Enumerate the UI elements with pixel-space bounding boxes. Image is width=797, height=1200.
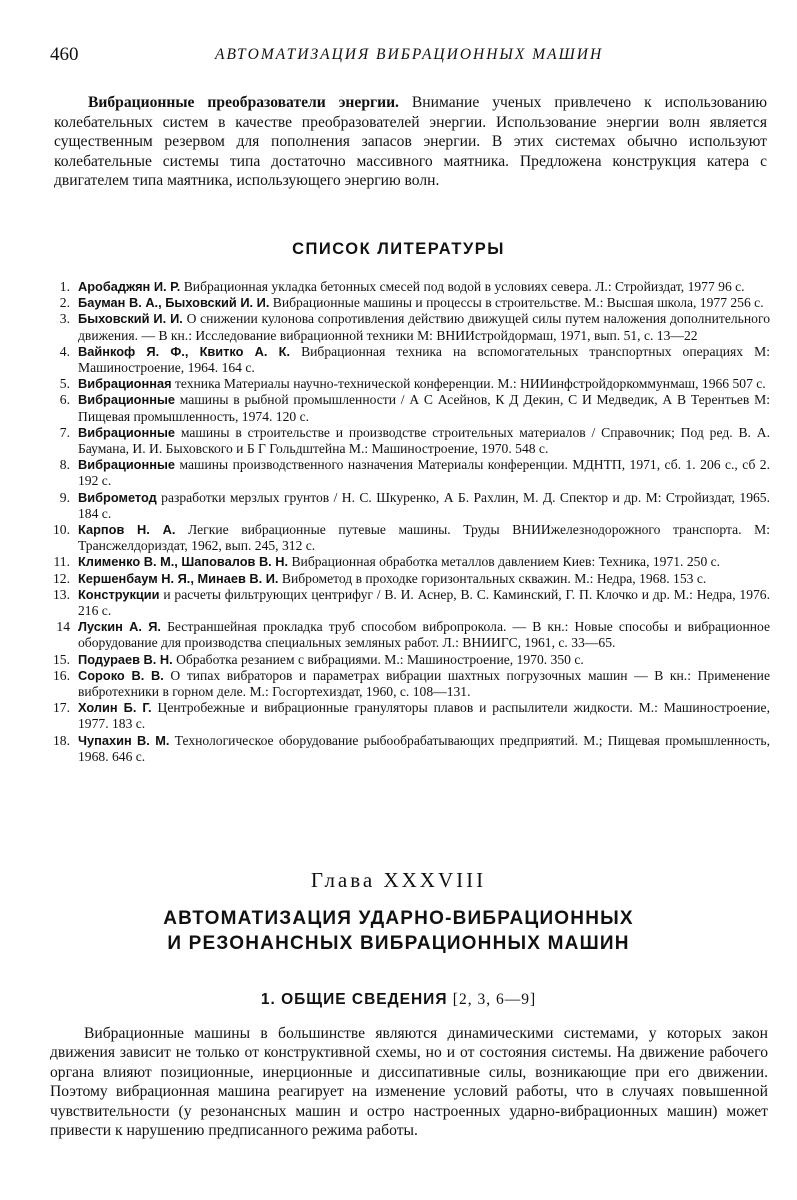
reference-authors: Сороко В. В. [78, 667, 164, 683]
reference-authors: Чупахин В. М. [78, 732, 170, 748]
references-list [50, 279, 770, 765]
reference-text: Технологическое оборудование рыбообрабатывающих предприятий. М.; Пищевая промышленность, 1968. 646 с. [78, 732, 771, 764]
reference-authors: Вибрационная [78, 376, 172, 392]
reference-number: 11. [53, 554, 70, 570]
reference-item [50, 425, 770, 457]
reference-item [50, 652, 770, 668]
reference-text: Вибрационные машины и процессы в строительстве. М.: Высшая школа, 1977 256 с. [269, 295, 764, 311]
references-title: СПИСОК ЛИТЕРАТУРЫ [292, 240, 505, 258]
reference-authors: Виброметод [78, 489, 157, 505]
reference-number: 14 [56, 619, 70, 635]
reference-text: машины в строительстве и производстве строительных материалов / Справочник; Под ред. В. А. Баумана, И. И. Быховского и Б Г Гольдштейна М.: Машиностроение, 1970. 548 с. [78, 424, 770, 457]
reference-number: 12. [53, 570, 70, 586]
reference-authors: Кершенбаум Н. Я., Минаев В. И. [78, 570, 279, 586]
reference-text: Бестраншейная прокладка труб способом вибропрокола. — В кн.: Новые способы и вибрационное оборудование для производства специальных земляных работ. Л.: ВНИИГС, 1961, с. 33—65. [78, 619, 771, 651]
reference-number: 10. [53, 522, 70, 538]
chapter-label: Глава XXXVIII [310, 868, 487, 892]
reference-item [50, 700, 770, 732]
section-title [0, 991, 797, 1009]
reference-number: 4. [59, 343, 70, 359]
reference-number: 18. [53, 732, 70, 748]
section-title-refs: [2, 3, 6—9] [452, 991, 537, 1008]
reference-authors: Вайнкоф Я. Ф., Квитко А. К. [78, 343, 291, 359]
chapter-title-line1: АВТОМАТИЗАЦИЯ УДАРНО-ВИБРАЦИОННЫХ [163, 908, 634, 929]
reference-authors: Быховский И. И. [78, 311, 183, 327]
reference-text: О снижении кулонова сопротивления действию движущей силы путем наложения дополнительного движения. — В кн.: Исследование вибрационной техники М: ВНИИстройдормаш, 1971, вып. 51, с. 13—22 [78, 311, 770, 343]
reference-item [50, 619, 770, 651]
reference-item [50, 279, 770, 295]
page-number: 460 [50, 44, 79, 65]
reference-item [50, 668, 770, 700]
reference-authors: Подураев В. Н. [78, 651, 173, 667]
reference-number: 3. [59, 311, 70, 327]
reference-number: 17. [53, 700, 70, 716]
page-header [50, 44, 760, 70]
chapter-title-line2: И РЕЗОНАНСНЫХ ВИБРАЦИОННЫХ МАШИН [167, 933, 630, 954]
reference-number: 1. [59, 279, 70, 294]
chapter-title [0, 906, 797, 956]
reference-number: 2. [59, 295, 70, 311]
reference-item [50, 571, 770, 587]
reference-number: 13. [53, 586, 70, 602]
reference-authors: Карпов Н. А. [78, 522, 176, 538]
body-paragraph: Вибрационные машины в большинстве являются динамическими системами, у которых закон движения зависит не только от конструктивной схемы, но и от состояния системы. На движение рабочего органа влияют позиционные, инерционные и диссипативные силы, возникающие при его движении. Поэтому вибрационная машина реагирует на изменение условий работы, что в случаях повышенной чувствительности (у резонансных машин и остро настроенных ударно-вибрационных машин) может привести к нарушению предписанного режима работы. [50, 1025, 768, 1140]
reference-authors: Лускин А. Я. [78, 619, 161, 635]
reference-text: Вибрационная обработка металлов давлением Киев: Техника, 1971. 250 с. [288, 554, 721, 570]
reference-text: Вибрационная укладка бетонных смесей под водой в условиях севера. Л.: Стройиздат, 1977 96 с. [180, 279, 745, 294]
reference-text: Вибрационная техника на вспомогательных транспортных операциях М: Машиностроение, 1964. 164 с. [78, 343, 770, 376]
reference-item [50, 344, 770, 376]
reference-text: машины производственного назначения Материалы конференции. МДНТП, 1971, сб. 1. 206 с., сб 2. 192 с. [78, 457, 770, 489]
reference-text: машины в рыбной промышленности / А С Асейнов, К Д Декин, С И Медведик, А В Терентьев М: Пищевая промышленность, 1974. 120 с. [78, 392, 770, 424]
reference-number: 16. [53, 667, 70, 683]
reference-text: Виброметод в проходке горизонтальных скважин. М.: Недра, 1968. 153 с. [278, 570, 707, 586]
reference-item [50, 457, 770, 489]
reference-item [50, 733, 770, 765]
reference-text: Легкие вибрационные путевые машины. Труды ВНИИжелезнодорожного транспорта. М: Трансжелдориздат, 1962, вып. 245, 312 с. [78, 522, 770, 554]
reference-item [50, 587, 770, 619]
reference-authors: Аробаджян И. Р. [78, 279, 181, 294]
section-title-text: 1. ОБЩИЕ СВЕДЕНИЯ [260, 991, 448, 1008]
reference-item [50, 490, 770, 522]
reference-item [50, 295, 770, 311]
intro-paragraph [54, 93, 767, 191]
reference-authors: Вибрационные [78, 392, 176, 408]
reference-number: 7. [59, 424, 70, 440]
reference-item [50, 554, 770, 570]
reference-text: и расчеты фильтрующих центрифуг / В. И. Аснер, В. С. Каминский, Г. П. Клочко и др. М.: Недра, 1976. 216 с. [78, 586, 770, 619]
reference-authors: Бауман В. А., Быховский И. И. [78, 295, 270, 311]
reference-number: 9. [59, 489, 70, 505]
intro-text: Внимание ученых привлечено к использованию колебательных систем в качестве преобразователей энергии. Использование энергии волн является существенным резервом для пополнения запасов энергии. В этих системах обычно используют колебательные системы типа достаточно массивного маятника. Предложена конструкция катера с двигателем типа маятника, использующего энергию волн. [54, 94, 767, 190]
reference-number: 8. [59, 457, 70, 473]
reference-authors: Вибрационные [78, 457, 176, 473]
reference-number: 15. [53, 651, 70, 667]
reference-item [50, 311, 770, 343]
reference-authors: Холин Б. Г. [78, 700, 152, 716]
reference-text: техника Материалы научно-технической конференции. М.: НИИинфстройдоркоммунмаш, 1966 507 с. [171, 376, 766, 392]
intro-lead: Вибрационные преобразователи энергии. [88, 94, 399, 111]
reference-text: Центробежные и вибрационные грануляторы плавов и распылители жидкости. М.: Машиностроение, 1977. 183 с. [78, 700, 770, 732]
reference-text: Обработка резанием с вибрациями. М.: Машиностроение, 1970. 350 с. [172, 651, 584, 667]
reference-number: 6. [59, 392, 70, 408]
reference-text: О типах вибраторов и параметрах вибрации шахтных погрузочных машин — В кн.: Применение вибротехники в горном деле. М.: Госгортехиздат, 1960, с. 108—131. [78, 667, 770, 700]
reference-authors: Клименко В. М., Шаповалов В. Н. [78, 554, 289, 570]
reference-text: разработки мерзлых грунтов / Н. С. Шкуренко, А Б. Рахлин, М. Д. Спектор и др. М: Стройиздат, 1965. 184 с. [78, 489, 770, 521]
running-title: АВТОМАТИЗАЦИЯ ВИБРАЦИОННЫХ МАШИН [215, 46, 604, 63]
reference-item [50, 522, 770, 554]
reference-authors: Вибрационные [78, 424, 176, 440]
reference-item [50, 392, 770, 424]
reference-authors: Конструкции [78, 586, 160, 602]
reference-item [50, 376, 770, 392]
reference-number: 5. [59, 376, 70, 392]
